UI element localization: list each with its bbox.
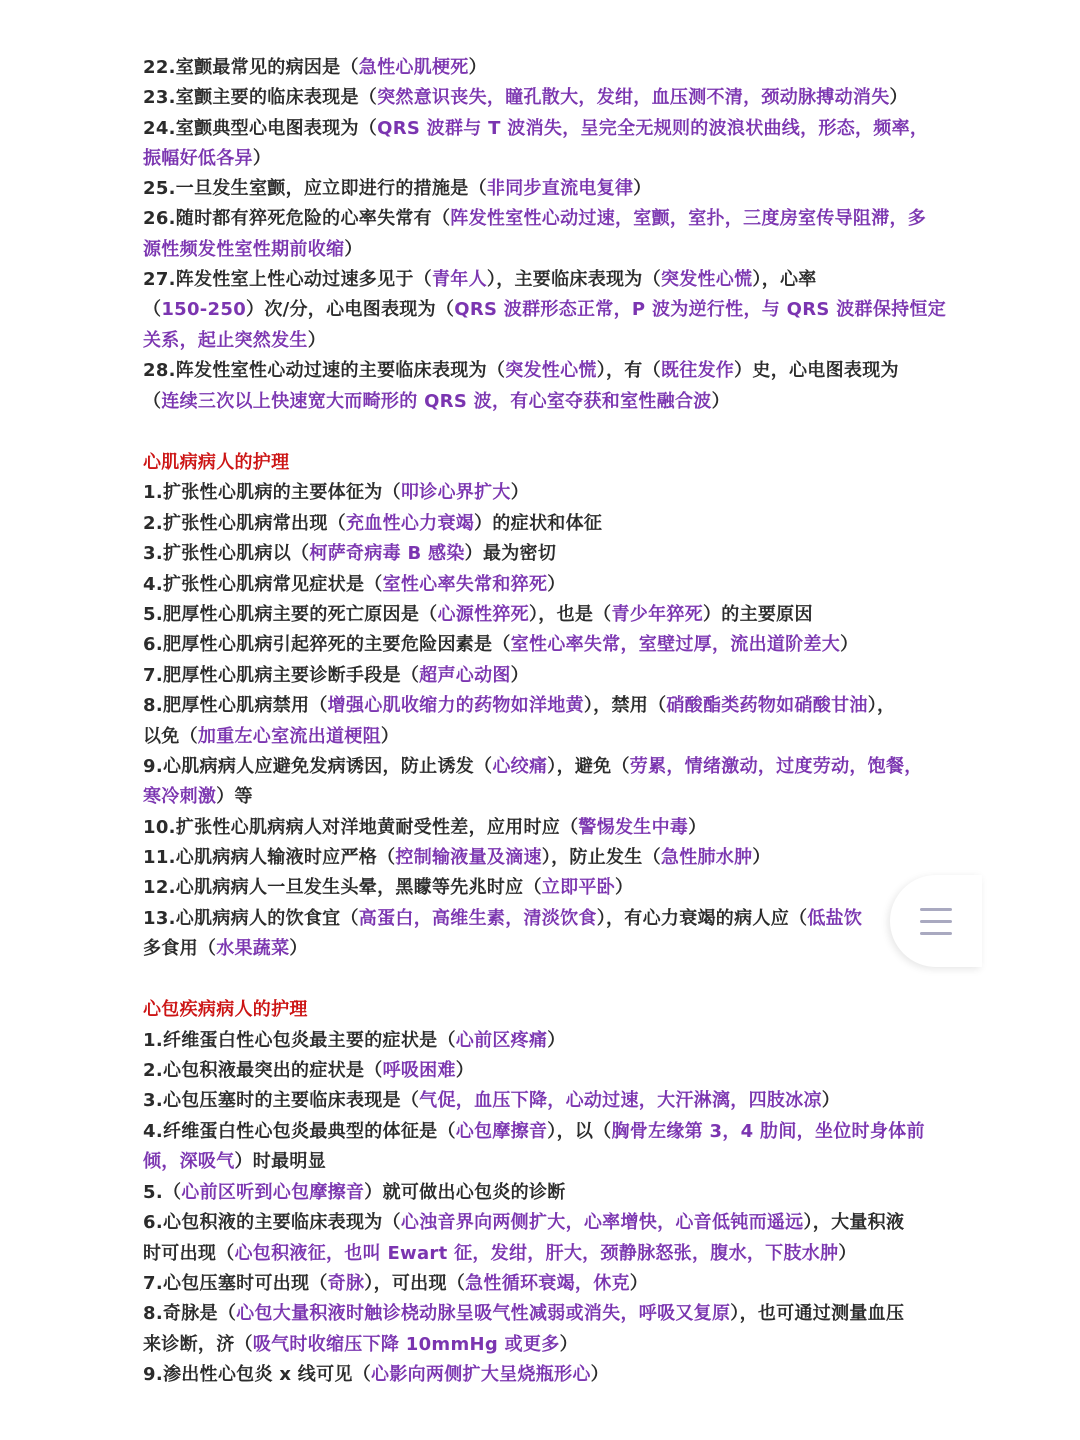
answer-text: 硝酸酯类药物如硝酸甘油: [666, 695, 868, 716]
answer-text: 吸气时收缩压下降 10mmHg 或更多: [252, 1334, 560, 1355]
question-text: ），有（: [596, 360, 661, 381]
question-text: 26.随时都有猝死危险的心率失常有（: [143, 208, 451, 229]
text-line: [143, 694, 895, 718]
text-line: [143, 329, 326, 353]
text-line: [143, 603, 813, 627]
question-text: ），也可通过测量血压: [730, 1303, 905, 1324]
question-text: 多食用（: [143, 938, 217, 959]
answer-text: 150-250: [161, 299, 247, 320]
section-title: 心包疾病病人的护理: [143, 999, 308, 1020]
question-text: ）史，心电图表现为: [734, 360, 899, 381]
text-line: [143, 298, 946, 322]
question-text: 12.心肌病病人一旦发生头晕，黑矇等先兆时应（: [143, 877, 542, 898]
question-text: ）: [380, 726, 400, 747]
question-text: 2.扩张性心肌病常出现（: [143, 513, 346, 534]
answer-text: 室性心率失常，室壁过厚，流出道阶差大: [510, 634, 841, 655]
answer-text: 超声心动图: [419, 665, 511, 686]
text-line: [143, 268, 817, 292]
question-text: ），也是（: [528, 604, 612, 625]
answer-text: 心包摩擦音: [455, 1121, 548, 1142]
question-text: ）时最明显: [234, 1151, 326, 1172]
hamburger-menu-icon-bar: [920, 932, 952, 935]
question-text: ），可出现（: [364, 1273, 466, 1294]
question-text: ）: [455, 1060, 475, 1081]
text-line: [143, 876, 633, 900]
question-text: 27.阵发性室上性心动过速多见于（: [143, 269, 432, 290]
answer-text: 气促，血压下降，心动过速，大汗淋漓，四肢冰凉: [419, 1090, 822, 1111]
answer-text: 青年人: [432, 269, 487, 290]
question-text: 3.扩张性心肌病以（: [143, 543, 310, 564]
hamburger-menu-icon: [920, 908, 952, 911]
question-text: 6.肥厚性心肌病引起猝死的主要危险因素是（: [143, 634, 511, 655]
text-line: [143, 1211, 904, 1235]
text-line: [143, 1363, 609, 1387]
text-line: [143, 785, 253, 809]
text-line: [143, 1150, 326, 1174]
answer-text: 急性肺水肿: [660, 847, 753, 868]
question-text: 11.心肌病病人输液时应严格（: [143, 847, 396, 868]
answer-text: 突然意识丧失，瞳孔散大，发绀，血压测不清，颈动脉搏动消失: [377, 87, 890, 108]
text-line: [143, 1120, 925, 1144]
answer-text: 心包大量积液时触诊桡动脉呈吸气性减弱或消失，呼吸又复原: [236, 1303, 731, 1324]
question-text: 来诊断，济（: [143, 1334, 253, 1355]
question-text: ）: [344, 239, 363, 260]
answer-text: 充血性心力衰竭: [345, 513, 475, 534]
answer-text: 突发性心慌: [660, 269, 753, 290]
answer-text: 心浊音界向两侧扩大，心率增快，心音低钝而遥远: [400, 1212, 804, 1233]
question-text: 6.心包积液的主要临床表现为（: [143, 1212, 401, 1233]
question-text: ）: [468, 57, 487, 78]
question-text: ）: [510, 665, 529, 686]
question-text: ）: [590, 1364, 609, 1385]
answer-text: 胸骨左缘第 3，4 肋间，坐位时身体前: [611, 1121, 925, 1142]
text-line: [143, 573, 566, 597]
text-line: [143, 1029, 566, 1053]
question-text: 4.扩张性心肌病常见症状是（: [143, 574, 383, 595]
text-line: [143, 512, 602, 536]
text-line: [143, 1302, 904, 1326]
answer-text: 室性心率失常和猝死: [382, 574, 548, 595]
answer-text: 控制输液量及滴速: [395, 847, 542, 868]
text-line: [143, 177, 652, 201]
question-text: ）: [711, 391, 730, 412]
answer-text: 劳累，情绪激动，过度劳动，饱餐，: [629, 756, 923, 777]
question-text: ）: [821, 1090, 841, 1111]
question-text: ）的症状和体征: [474, 513, 603, 534]
answer-text: 既往发作: [660, 360, 735, 381]
answer-text: 倾，深吸气: [143, 1151, 235, 1172]
question-text: 7.心包压塞时可出现（: [143, 1273, 328, 1294]
section-title: 心肌病病人的护理: [143, 452, 290, 473]
answer-text: QRS 波群形态正常，P 波为逆行性，与 QRS 波群保持恒定: [454, 299, 947, 320]
question-text: 8.奇脉是（: [143, 1303, 237, 1324]
question-text: 4.纤维蛋白性心包炎最典型的体征是（: [143, 1121, 456, 1142]
answer-text: 急性循环衰竭，休克: [465, 1273, 630, 1294]
text-line: [143, 147, 271, 171]
answer-text: 寒冷刺激: [143, 786, 217, 807]
answer-text: 增强心肌收缩力的药物如洋地黄: [327, 695, 584, 716]
question-text: ）: [688, 817, 707, 838]
question-text: 以免（: [143, 726, 198, 747]
question-text: ），以（: [547, 1121, 612, 1142]
answer-text: 关系，起止突然发生: [143, 330, 308, 351]
question-text: ）: [629, 1273, 649, 1294]
question-text: （: [143, 299, 162, 320]
question-text: 1.纤维蛋白性心包炎最主要的症状是（: [143, 1030, 456, 1051]
question-text: ）次/分，心电图表现为（: [246, 299, 455, 320]
question-text: 时可出现（: [143, 1243, 235, 1264]
question-text: 22.室颤最常见的病因是（: [143, 57, 359, 78]
question-text: 13.心肌病病人的饮食宜（: [143, 908, 359, 929]
question-text: ）: [547, 574, 566, 595]
answer-text: 呼吸困难: [382, 1060, 456, 1081]
text-line: [143, 86, 908, 110]
text-line: [143, 56, 487, 80]
question-text: 28.阵发性室性心动过速的主要临床表现为（: [143, 360, 506, 381]
answer-text: 心影向两侧扩大呈烧瓶形心: [371, 1364, 591, 1385]
question-text: ），大量积液: [803, 1212, 905, 1233]
answer-text: 加重左心室流出道梗阻: [197, 726, 381, 747]
question-text: 2.心包积液最突出的症状是（: [143, 1060, 383, 1081]
text-line: [143, 1272, 648, 1296]
text-line: [143, 481, 529, 505]
question-text: 25.一旦发生室颤，应立即进行的措施是（: [143, 178, 487, 199]
question-text: ）: [838, 1243, 857, 1264]
question-text: 7.肥厚性心肌病主要诊断手段是（: [143, 665, 420, 686]
answer-text: 心前区疼痛: [455, 1030, 548, 1051]
question-text: ），防止发生（: [541, 847, 661, 868]
text-line: [143, 1242, 857, 1266]
answer-text: 心前区听到心包摩擦音: [181, 1182, 365, 1203]
text-line: [143, 1059, 474, 1083]
text-line: [143, 207, 926, 231]
hamburger-menu-icon-bar: [920, 920, 952, 923]
question-text: 3.心包压塞时的主要临床表现是（: [143, 1090, 420, 1111]
question-text: ），: [867, 695, 896, 716]
question-text: 5.（: [143, 1182, 182, 1203]
text-line: [143, 542, 556, 566]
question-text: ）就可做出心包炎的诊断: [364, 1182, 566, 1203]
text-line: [143, 907, 862, 931]
question-text: 5.肥厚性心肌病主要的死亡原因是（: [143, 604, 438, 625]
text-line: [143, 755, 923, 779]
answer-text: 立即平卧: [541, 877, 615, 898]
text-line: [143, 846, 771, 870]
question-text: 23.室颤主要的临床表现是（: [143, 87, 378, 108]
question-text: ）: [615, 877, 634, 898]
answer-text: 心源性猝死: [437, 604, 529, 625]
question-text: ）等: [216, 786, 253, 807]
text-line: [143, 1333, 578, 1357]
question-text: 9.渗出性心包炎 x 线可见（: [143, 1364, 372, 1385]
answer-text: 水果蔬菜: [216, 938, 290, 959]
question-text: ）: [752, 847, 771, 868]
answer-text: 青少年猝死: [611, 604, 703, 625]
answer-text: 叩诊心界扩大: [400, 482, 511, 503]
question-text: ），有心力衰竭的病人应（: [596, 908, 808, 929]
answer-text: 振幅好低各异: [143, 148, 253, 169]
answer-text: 心包积液征，也叫 Ewart 征，发绀，肝大，颈静脉怒张，腹水，下肢水肿: [234, 1243, 839, 1264]
text-line: [143, 816, 707, 840]
answer-text: 急性心肌梗死: [358, 57, 469, 78]
question-text: ）: [307, 330, 327, 351]
question-text: 10.扩张性心肌病病人对洋地黄耐受性差，应用时应（: [143, 817, 579, 838]
question-text: ）: [633, 178, 652, 199]
answer-text: 柯萨奇病毒 B 感染: [309, 543, 465, 564]
text-line: [143, 238, 363, 262]
question-text: ）: [559, 1334, 578, 1355]
question-text: ）: [252, 148, 272, 169]
answer-text: 连续三次以上快速宽大而畸形的 QRS 波，有心室夺获和室性融合波: [161, 391, 712, 412]
question-text: ）的主要原因: [702, 604, 813, 625]
text-line: [143, 633, 858, 657]
question-text: ），心率: [752, 269, 817, 290]
answer-text: 低盐饮: [807, 908, 863, 929]
question-text: ），禁用（: [583, 695, 667, 716]
question-text: ），主要临床表现为（: [486, 269, 661, 290]
question-text: 1.扩张性心肌病的主要体征为（: [143, 482, 401, 503]
question-text: 8.肥厚性心肌病禁用（: [143, 695, 328, 716]
answer-text: 突发性心慌: [505, 360, 597, 381]
text-line: [143, 390, 730, 414]
question-text: （: [143, 391, 162, 412]
answer-text: 高蛋白，高维生素，清淡饮食: [358, 908, 597, 929]
text-line: [143, 359, 899, 383]
question-text: 9.心肌病病人应避免发病诱因，防止诱发（: [143, 756, 493, 777]
answer-text: 源性频发性室性期前收缩: [143, 239, 345, 260]
text-line: [143, 117, 928, 141]
answer-text: 非同步直流电复律: [486, 178, 634, 199]
text-line: [143, 664, 529, 688]
question-text: ），避免（: [547, 756, 630, 777]
question-text: ）: [289, 938, 308, 959]
answer-text: 心绞痛: [492, 756, 548, 777]
question-text: ）: [840, 634, 859, 655]
answer-text: QRS 波群与 T 波消失，呈完全无规则的波浪状曲线，形态，频率，: [377, 118, 929, 139]
text-line: [143, 937, 308, 961]
question-text: ）: [547, 1030, 566, 1051]
floating-menu-button[interactable]: [890, 875, 982, 967]
answer-text: 奇脉: [327, 1273, 365, 1294]
question-text: ）: [510, 482, 529, 503]
text-line: [143, 725, 399, 749]
answer-text: 警惕发生中毒: [578, 817, 689, 838]
question-text: ）: [889, 87, 908, 108]
answer-text: 阵发性室性心动过速，室颤，室扑，三度房室传导阻滞，多: [450, 208, 927, 229]
text-line: [143, 1089, 840, 1113]
text-line: [143, 1181, 566, 1205]
question-text: 24.室颤典型心电图表现为（: [143, 118, 378, 139]
question-text: ）最为密切: [464, 543, 557, 564]
